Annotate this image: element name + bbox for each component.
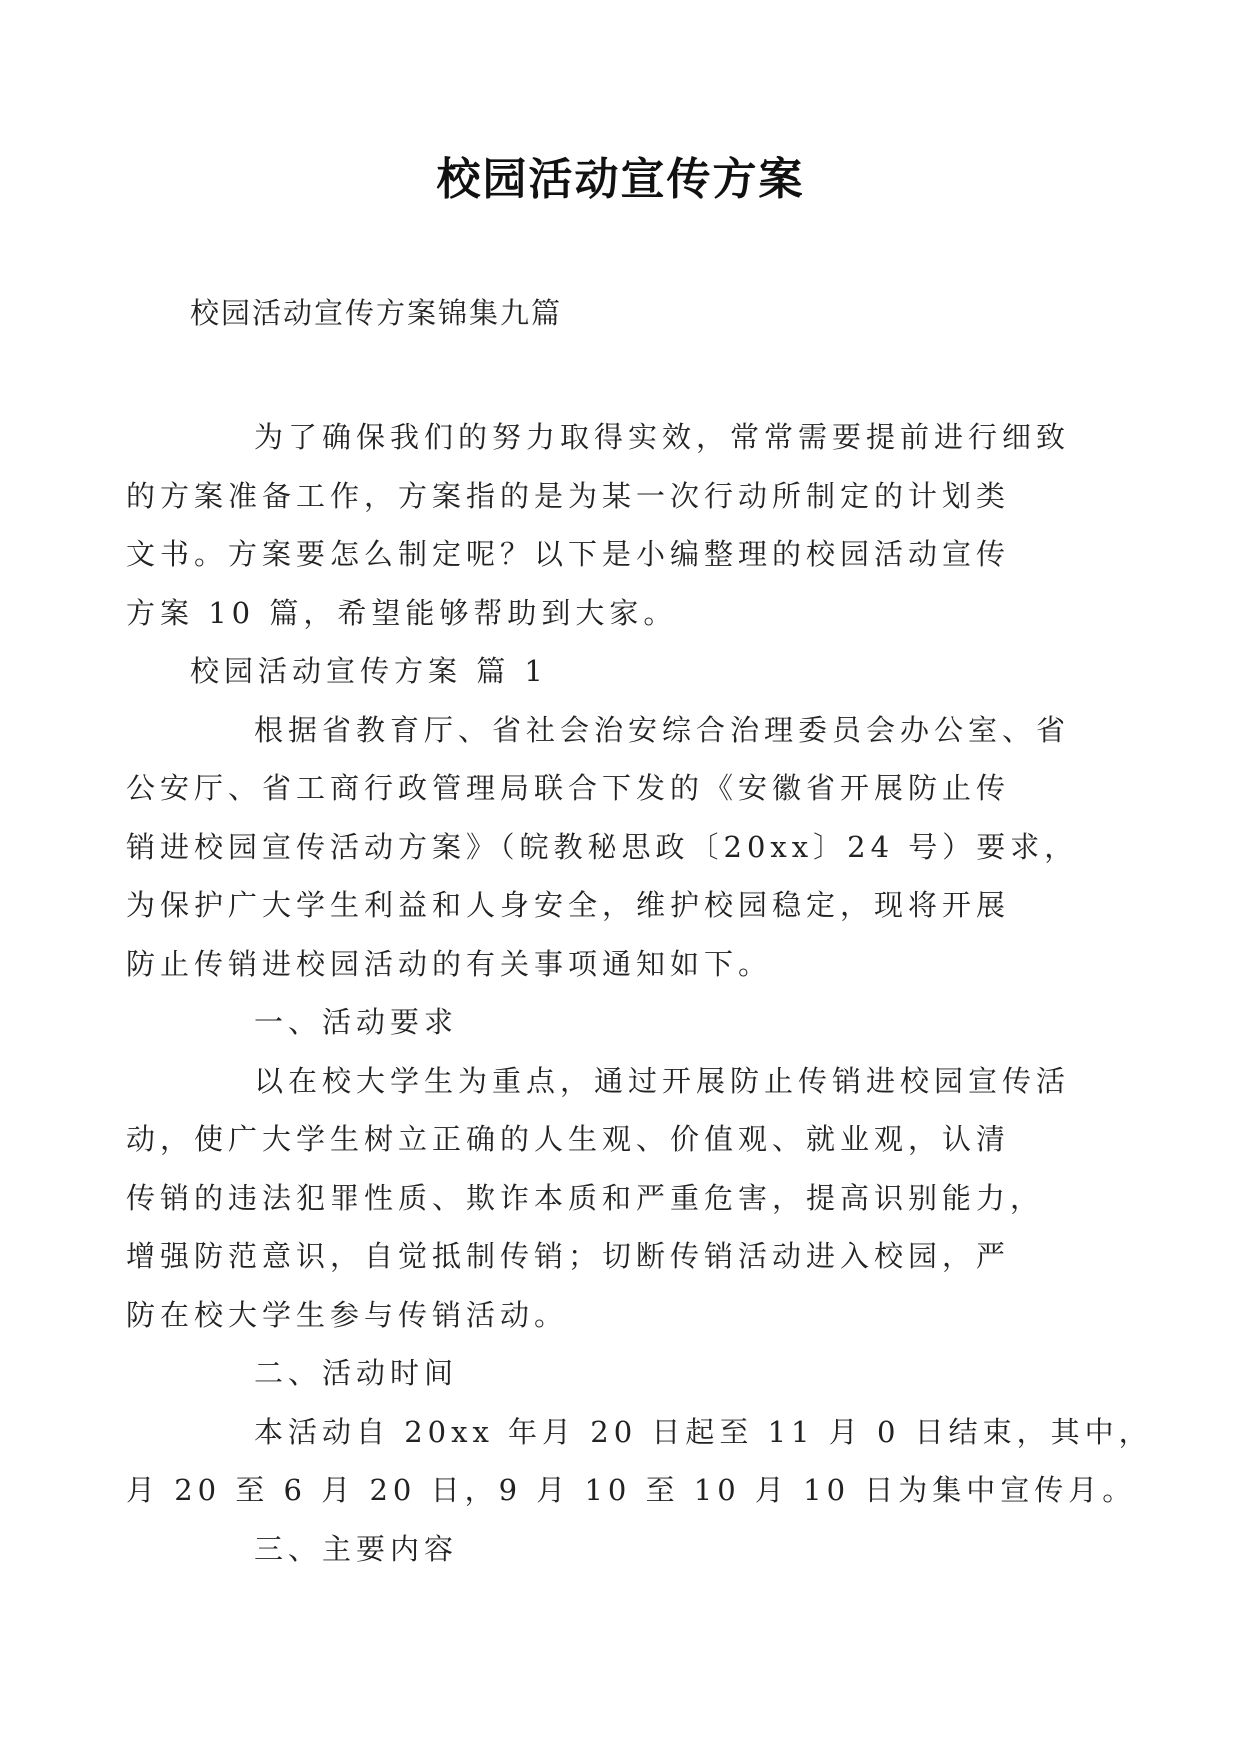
text-line: 为保护广大学生利益和人身安全，维护校园稳定，现将开展 xyxy=(126,888,1011,922)
text-line: 一、活动要求 xyxy=(254,1005,459,1039)
document-title: 校园活动宣传方案 xyxy=(436,154,805,205)
text-line: 本活动自 20xx 年月 20 日起至 11 月 0 日结束，其中， xyxy=(254,1414,1153,1449)
requirements-paragraph xyxy=(126,1052,1071,1345)
text-line: 月 20 至 6 月 20 日，9 月 10 至 10 月 10 日为集中宣传月。 xyxy=(126,1473,1137,1507)
text-line: 防止传销进校园活动的有关事项通知如下。 xyxy=(126,946,773,981)
text-line: 文书。方案要怎么制定呢？以下是小编整理的校园活动宣传 xyxy=(126,537,1011,571)
text-line: 防在校大学生参与传销活动。 xyxy=(126,1297,569,1332)
notice-paragraph xyxy=(126,701,1079,994)
document-body xyxy=(126,408,1153,1578)
text-line: 动，使广大学生树立正确的人生观、价值观、就业观，认清 xyxy=(126,1122,1011,1156)
text-line: 方案 10 篇，希望能够帮助到大家。 xyxy=(126,595,678,630)
intro-paragraph xyxy=(126,408,1071,642)
text-line: 销进校园宣传活动方案》（皖教秘思政〔20xx〕24 号）要求， xyxy=(126,829,1079,864)
text-line: 二、活动时间 xyxy=(254,1356,459,1390)
document-subtitle: 校园活动宣传方案锦集九篇 xyxy=(190,296,563,330)
text-line: 三、主要内容 xyxy=(254,1531,459,1566)
subheading-time xyxy=(190,1344,1052,1403)
text-line: 为了确保我们的努力取得实效，常常需要提前进行细致 xyxy=(254,420,1071,454)
text-line: 以在校大学生为重点，通过开展防止传销进校园宣传活 xyxy=(254,1063,1071,1098)
section-heading xyxy=(190,642,1052,701)
text-line: 公安厅、省工商行政管理局联合下发的《安徽省开展防止传 xyxy=(126,771,1011,805)
text-line: 传销的违法犯罪性质、欺诈本质和严重危害，提高识别能力， xyxy=(126,1180,1045,1215)
subheading-content xyxy=(190,1520,1052,1579)
text-line: 根据省教育厅、省社会治安综合治理委员会办公室、省 xyxy=(254,712,1071,747)
text-line: 校园活动宣传方案 篇 1 xyxy=(190,654,548,688)
text-line: 增强防范意识，自觉抵制传销；切断传销活动进入校园，严 xyxy=(126,1239,1011,1273)
subheading-requirements xyxy=(190,993,1052,1052)
time-paragraph xyxy=(126,1403,1153,1520)
text-line: 的方案准备工作，方案指的是为某一次行动所制定的计划类 xyxy=(126,478,1011,513)
